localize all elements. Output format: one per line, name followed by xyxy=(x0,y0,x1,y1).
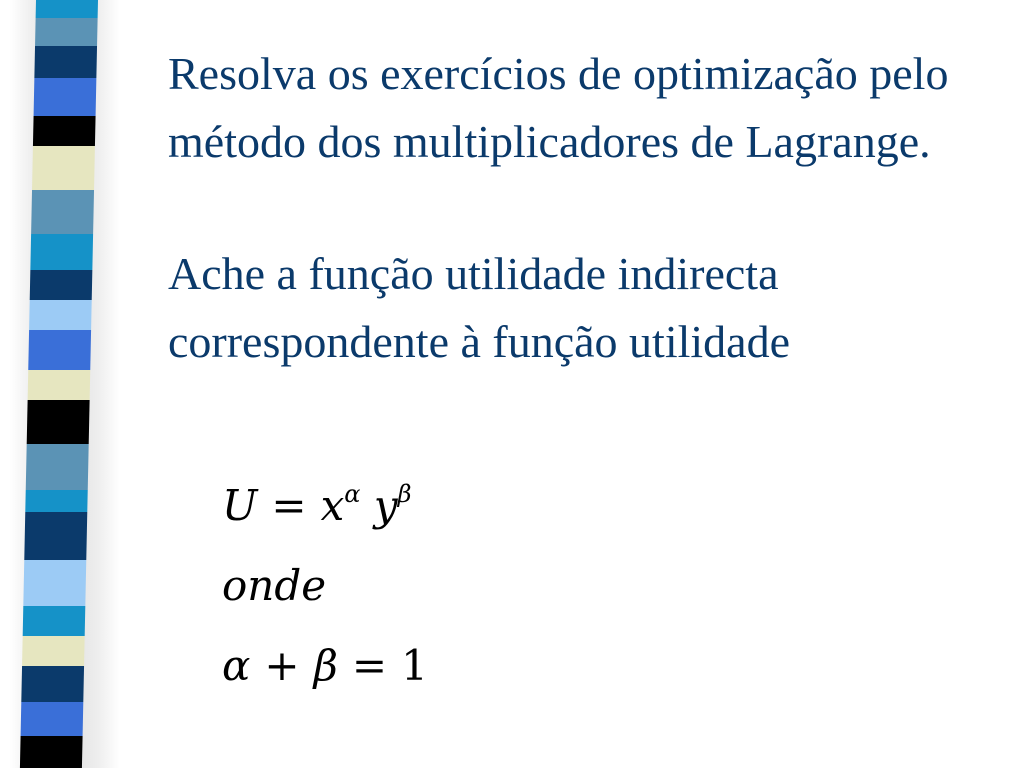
symbol-beta: β xyxy=(313,641,338,690)
symbol-alpha: α xyxy=(222,641,251,690)
stripe-block xyxy=(28,370,91,400)
stripe-block xyxy=(24,512,87,560)
slide-text xyxy=(168,40,988,376)
equals-sign: = xyxy=(351,641,388,690)
stripe-block xyxy=(26,444,89,490)
stripe-block xyxy=(22,636,85,666)
stripe-block xyxy=(34,46,97,78)
stripe-block xyxy=(34,78,97,116)
stripe-block xyxy=(29,300,92,330)
stripe-block xyxy=(31,190,94,234)
stripe-block xyxy=(23,606,86,636)
stripe-block xyxy=(32,146,95,190)
plus-sign: + xyxy=(264,641,300,690)
stripe-block xyxy=(23,560,86,606)
stripe-block xyxy=(27,400,90,444)
stripe-block xyxy=(36,0,98,18)
constraint-equation xyxy=(222,642,428,690)
symbol-x: x xyxy=(320,481,345,530)
where-word: onde xyxy=(222,561,327,610)
stripe-block xyxy=(25,490,87,512)
exponent-alpha: α xyxy=(344,480,361,508)
task-paragraph: Ache a função utilidade indirecta correspondente à função utilidade xyxy=(168,248,791,367)
stripe-block xyxy=(28,330,91,370)
stripe-block xyxy=(35,18,98,46)
stripe-block xyxy=(21,702,84,736)
stripe-block xyxy=(30,270,93,300)
symbol-y: y xyxy=(373,481,398,530)
symbol-u: U xyxy=(222,481,258,530)
utility-equation xyxy=(222,482,411,530)
stripe-block xyxy=(33,116,96,146)
stripe-block xyxy=(20,736,83,768)
number-one: 1 xyxy=(401,641,428,690)
stripe-block xyxy=(21,666,84,702)
exponent-beta: β xyxy=(397,480,412,508)
instruction-paragraph: Resolva os exercícios de optimização pelo método dos multiplicadores de Lagrange. xyxy=(168,48,949,167)
stripe-block xyxy=(30,234,93,270)
equals-sign: = xyxy=(271,481,307,530)
